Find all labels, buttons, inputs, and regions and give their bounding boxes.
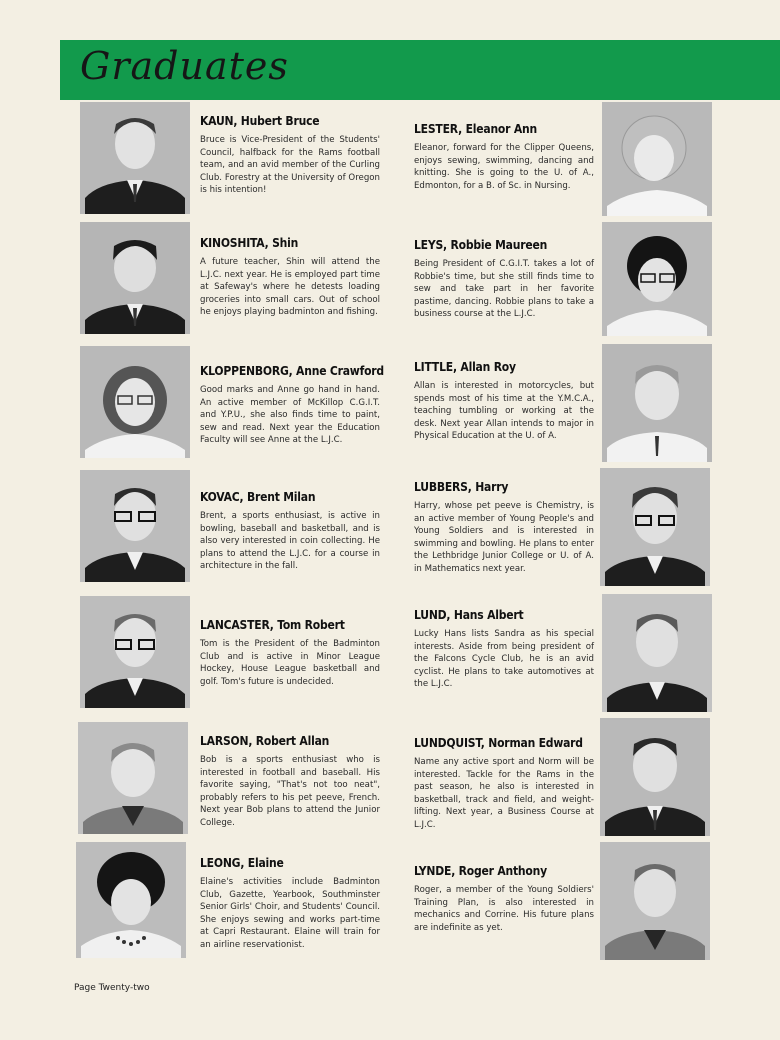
graduate-entry [200,856,380,951]
portrait-photo [80,102,190,214]
graduate-name: KLOPPENBORG, Anne Crawford [200,364,384,378]
graduate-bio: Harry, whose pet peeve is Chemistry, is an active member of Young People's and Young Soldiers and is interested in swimming and bowling. He plans to enter the Lethbridge Junior College or U. of A. in Mathematics next year. [414,501,594,574]
graduate-bio: Bruce is Vice-President of the Students' Council, halfback for the Rams football team, and an avid member of the Curling Club. Forestry at the University of Oregon is his intention! [200,135,380,195]
graduate-bio: Elaine's activities include Badminton Club, Gazette, Yearbook, Southminster Senior Girls' Choir, and Students' Council. She enjoys sewing and works part-time at Capri Restaurant. Elaine will train for an airline reservationist. [200,877,380,950]
graduate-entry [414,480,594,575]
graduates-banner [60,40,780,100]
portrait-photo [80,346,190,458]
portrait-photo [600,718,710,836]
graduate-entry [414,238,594,321]
graduate-bio: Bob is a sports enthusiast who is interested in football and baseball. His favorite saying, "That's not too neat", probably refers to his pet peeve, French. Next year Bob plans to attend the Junior College. [200,755,380,828]
graduate-bio: Name any active sport and Norm will be interested. Tackle for the Rams in the past season, he also is interested in basketball, track and field, and weight-lifting. Next year, a Business Course at L.J.C. [414,757,594,830]
graduate-name: LYNDE, Roger Anthony [414,864,547,878]
portrait-photo [80,596,190,708]
graduate-bio: Being President of C.G.I.T. takes a lot of Robbie's time, but she still finds time to sew and take part in her favorite pastime, dancing. Robbie plans to take a business course at the L.J.C. [414,259,594,319]
banner-title: Graduates [80,44,289,88]
portrait-photo [602,594,712,712]
portrait-photo [602,344,712,462]
portrait-photo [602,102,712,216]
graduate-bio: Good marks and Anne go hand in hand. An active member of McKillop C.G.I.T. and Y.P.U., she also finds time to paint, sew and read. Next year the Education Faculty will see Anne at the L.J.C. [200,385,380,445]
graduate-name: LANCASTER, Tom Robert [200,618,345,632]
graduate-entry [200,490,380,573]
portrait-photo [600,842,710,960]
graduate-bio: Brent, a sports enthusiast, is active in bowling, baseball and basketball, and is also very interested in coin collecting. He plans to attend the L.J.C. for a course in architecture in the fall. [200,511,380,571]
graduate-name: LITTLE, Allan Roy [414,360,516,374]
graduate-name: LEONG, Elaine [200,856,284,870]
graduate-name: KOVAC, Brent Milan [200,490,316,504]
graduate-name: KINOSHITA, Shin [200,236,299,250]
portrait-photo [80,222,190,334]
graduate-name: LESTER, Eleanor Ann [414,122,537,136]
page-number: Page Twenty-two [74,983,150,993]
graduate-entry [200,734,380,829]
portrait-photo [602,222,712,336]
graduate-entry [414,122,594,192]
graduate-bio: Lucky Hans lists Sandra as his special interests. Aside from being president of the Falcons Cycle Club, he is an avid cyclist. He plans to take automotives at the L.J.C. [414,629,594,689]
portrait-photo [80,470,190,582]
graduate-name: LUNDQUIST, Norman Edward [414,736,583,750]
graduate-bio: Roger, a member of the Young Soldiers' Training Plan, is also interested in mechanics and Corrine. His future plans are indefinite as yet. [414,885,594,933]
graduate-entry [414,736,594,831]
graduate-entry [414,608,594,691]
graduate-name: LEYS, Robbie Maureen [414,238,548,252]
portrait-photo [76,842,186,958]
graduate-entry [200,114,380,197]
graduate-bio: Allan is interested in motorcycles, but spends most of his time at the Y.M.C.A., teaching tumbling or working at the desk. Next year Allan intends to major in Physical Education at the U. of A. [414,381,594,441]
graduate-bio: Tom is the President of the Badminton Club and is active in Minor League Hockey, House League basketball and golf. Tom's future is undecided. [200,639,380,687]
portrait-photo [78,722,188,834]
graduate-name: LARSON, Robert Allan [200,734,330,748]
graduate-bio: A future teacher, Shin will attend the L.J.C. next year. He is employed part time at Safeway's where he detests loading groceries into small cars. Out of school he enjoys playing badminton and fishing. [200,257,380,317]
graduate-entry [200,618,380,688]
graduate-entry [200,364,384,447]
graduate-name: LUBBERS, Harry [414,480,509,494]
graduate-name: LUND, Hans Albert [414,608,524,622]
graduate-bio: Eleanor, forward for the Clipper Queens, enjoys sewing, swimming, dancing and knitting. She is going to the U. of A., Edmonton, for a B. of Sc. in Nursing. [414,143,594,191]
graduate-name: KAUN, Hubert Bruce [200,114,320,128]
graduate-entry [200,236,380,319]
portrait-photo [600,468,710,586]
graduate-entry [414,864,594,934]
graduate-entry [414,360,594,443]
